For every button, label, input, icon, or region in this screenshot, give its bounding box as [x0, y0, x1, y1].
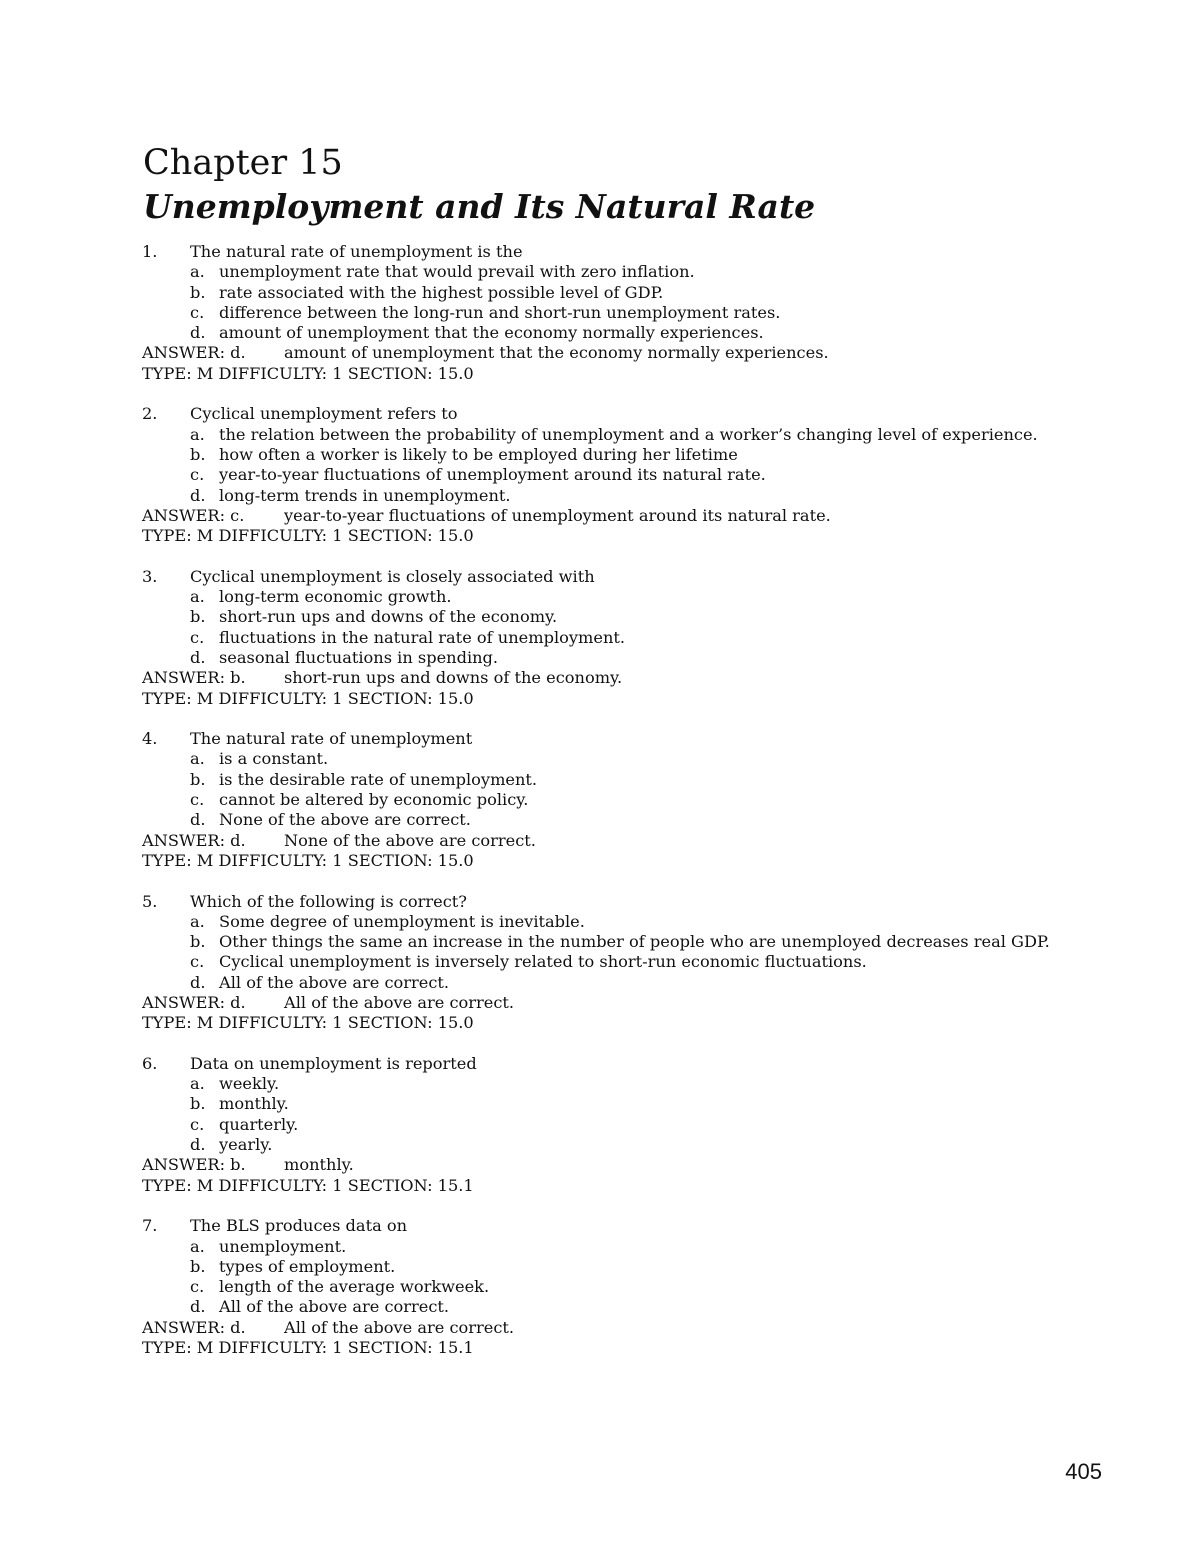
option-letter: a. — [190, 1074, 205, 1094]
question-text: The natural rate of unemployment — [190, 729, 473, 749]
question-text: Which of the following is correct? — [190, 891, 467, 911]
question-stem — [142, 892, 1092, 912]
answer-text: amount of unemployment that the economy normally experiences. — [284, 343, 829, 363]
option-text: amount of unemployment that the economy normally experiences. — [219, 323, 764, 343]
option-text: Some degree of unemployment is inevitable. — [219, 911, 585, 931]
option-text: quarterly. — [219, 1114, 299, 1134]
option-text: long-term trends in unemployment. — [219, 485, 511, 505]
option-letter: d. — [190, 1297, 206, 1317]
answer-label: ANSWER: b. — [142, 668, 246, 688]
question-text: Cyclical unemployment refers to — [190, 404, 458, 424]
option-letter: b. — [190, 444, 206, 464]
option-letter: d. — [190, 485, 206, 505]
question-metadata: TYPE: M DIFFICULTY: 1 SECTION: 15.1 — [142, 1338, 474, 1358]
option-text: cannot be altered by economic policy. — [219, 790, 529, 810]
answer-option — [142, 1277, 1092, 1297]
page-number: 405 — [1065, 1459, 1102, 1484]
answer-option — [142, 445, 1092, 465]
option-text: weekly. — [219, 1074, 280, 1094]
question-metadata: TYPE: M DIFFICULTY: 1 SECTION: 15.0 — [142, 850, 474, 870]
answer-option — [142, 1297, 1092, 1317]
answer-option — [142, 810, 1092, 830]
option-text: is the desirable rate of unemployment. — [219, 769, 538, 789]
answer-text: All of the above are correct. — [284, 992, 515, 1012]
option-letter: d. — [190, 810, 206, 830]
question-metadata: TYPE: M DIFFICULTY: 1 SECTION: 15.0 — [142, 688, 474, 708]
option-text: monthly. — [219, 1094, 289, 1114]
answer-option — [142, 770, 1092, 790]
answer-line — [142, 506, 1092, 526]
option-letter: d. — [190, 647, 206, 667]
question-stem — [142, 404, 1092, 424]
answer-option — [142, 1237, 1092, 1257]
option-letter: b. — [190, 1094, 206, 1114]
option-letter: c. — [190, 790, 205, 810]
answer-option — [142, 1115, 1092, 1135]
question-number: 2. — [142, 404, 158, 424]
answer-label: ANSWER: d. — [142, 1317, 246, 1337]
answer-line — [142, 993, 1092, 1013]
answer-label: ANSWER: c. — [142, 505, 245, 525]
question-item — [142, 1216, 1092, 1358]
answer-text: short-run ups and downs of the economy. — [284, 668, 623, 688]
option-text: how often a worker is likely to be employed during her lifetime — [219, 444, 738, 464]
answer-option — [142, 952, 1092, 972]
option-letter: b. — [190, 282, 206, 302]
option-letter: b. — [190, 607, 206, 627]
option-letter: d. — [190, 1135, 206, 1155]
option-letter: b. — [190, 932, 206, 952]
question-list — [142, 242, 1092, 1379]
answer-line — [142, 1318, 1092, 1338]
option-letter: c. — [190, 302, 205, 322]
chapter-heading — [143, 141, 1103, 229]
question-metadata: TYPE: M DIFFICULTY: 1 SECTION: 15.0 — [142, 1013, 474, 1033]
option-text: year-to-year fluctuations of unemployment around its natural rate. — [219, 465, 766, 485]
option-text: yearly. — [219, 1135, 273, 1155]
option-letter: b. — [190, 769, 206, 789]
answer-option — [142, 465, 1092, 485]
question-number: 1. — [142, 242, 158, 261]
question-number: 5. — [142, 891, 158, 911]
answer-line — [142, 668, 1092, 688]
option-text: All of the above are correct. — [219, 1297, 450, 1317]
question-item — [142, 404, 1092, 546]
answer-option — [142, 1257, 1092, 1277]
option-text: short-run ups and downs of the economy. — [219, 607, 558, 627]
answer-option — [142, 1074, 1092, 1094]
answer-label: ANSWER: b. — [142, 1155, 246, 1175]
answer-option — [142, 628, 1092, 648]
answer-option — [142, 283, 1092, 303]
answer-option — [142, 790, 1092, 810]
option-text: long-term economic growth. — [219, 587, 452, 607]
option-text: is a constant. — [219, 749, 329, 769]
option-letter: a. — [190, 749, 205, 769]
answer-label: ANSWER: d. — [142, 343, 246, 363]
question-metadata: TYPE: M DIFFICULTY: 1 SECTION: 15.0 — [142, 363, 474, 383]
answer-line — [142, 831, 1092, 851]
answer-text: monthly. — [284, 1155, 354, 1175]
question-text: Cyclical unemployment is closely associated with — [190, 566, 595, 586]
answer-option — [142, 1094, 1092, 1114]
answer-label: ANSWER: d. — [142, 830, 246, 850]
option-letter: a. — [190, 587, 205, 607]
question-number: 4. — [142, 729, 158, 749]
option-letter: a. — [190, 262, 205, 282]
answer-option — [142, 932, 1092, 952]
option-text: length of the average workweek. — [219, 1277, 490, 1297]
answer-label: ANSWER: d. — [142, 992, 246, 1012]
option-text: the relation between the probability of unemployment and a worker’s changing level of experience. — [219, 424, 1038, 444]
answer-option — [142, 648, 1092, 668]
question-item — [142, 567, 1092, 709]
option-text: unemployment rate that would prevail with zero inflation. — [219, 262, 695, 282]
option-text: Cyclical unemployment is inversely related to short-run economic fluctuations. — [219, 952, 867, 972]
option-letter: d. — [190, 323, 206, 343]
option-letter: a. — [190, 1236, 205, 1256]
answer-option — [142, 607, 1092, 627]
chapter-number: Chapter 15 — [143, 143, 343, 183]
option-letter: c. — [190, 1277, 205, 1297]
answer-option — [142, 1135, 1092, 1155]
answer-option — [142, 973, 1092, 993]
answer-text: All of the above are correct. — [284, 1317, 515, 1337]
option-text: types of employment. — [219, 1256, 396, 1276]
option-letter: c. — [190, 465, 205, 485]
question-stem — [142, 1054, 1092, 1074]
option-letter: c. — [190, 627, 205, 647]
question-metadata: TYPE: M DIFFICULTY: 1 SECTION: 15.0 — [142, 526, 474, 546]
question-text: Data on unemployment is reported — [190, 1053, 477, 1073]
question-stem — [142, 567, 1092, 587]
option-letter: c. — [190, 952, 205, 972]
option-text: None of the above are correct. — [219, 810, 471, 830]
chapter-title: Unemployment and Its Natural Rate — [143, 187, 816, 226]
question-text: The natural rate of unemployment is the — [190, 242, 523, 261]
question-stem — [142, 729, 1092, 749]
answer-option — [142, 303, 1092, 323]
question-stem — [142, 242, 1092, 262]
answer-option — [142, 486, 1092, 506]
question-text: The BLS produces data on — [190, 1216, 408, 1236]
option-letter: c. — [190, 1114, 205, 1134]
answer-text: None of the above are correct. — [284, 830, 536, 850]
answer-text: year-to-year fluctuations of unemployment around its natural rate. — [284, 505, 831, 525]
option-letter: d. — [190, 972, 206, 992]
question-number: 7. — [142, 1216, 158, 1236]
option-text: difference between the long-run and short-run unemployment rates. — [219, 302, 781, 322]
option-letter: a. — [190, 424, 205, 444]
option-text: All of the above are correct. — [219, 972, 450, 992]
answer-option — [142, 323, 1092, 343]
option-letter: b. — [190, 1256, 206, 1276]
option-text: fluctuations in the natural rate of unemployment. — [219, 627, 626, 647]
answer-option — [142, 912, 1092, 932]
answer-option — [142, 587, 1092, 607]
question-item — [142, 729, 1092, 871]
answer-option — [142, 749, 1092, 769]
option-text: seasonal fluctuations in spending. — [219, 647, 499, 667]
answer-option — [142, 262, 1092, 282]
option-text: rate associated with the highest possible level of GDP. — [219, 282, 664, 302]
question-number: 3. — [142, 566, 158, 586]
answer-option — [142, 425, 1092, 445]
question-stem — [142, 1216, 1092, 1236]
question-item — [142, 1054, 1092, 1196]
option-letter: a. — [190, 911, 205, 931]
answer-line — [142, 343, 1092, 363]
question-item — [142, 892, 1092, 1034]
question-number: 6. — [142, 1053, 158, 1073]
option-text: Other things the same an increase in the number of people who are unemployed decreases real GDP. — [219, 932, 1050, 952]
question-metadata: TYPE: M DIFFICULTY: 1 SECTION: 15.1 — [142, 1175, 474, 1195]
option-text: unemployment. — [219, 1236, 347, 1256]
answer-line — [142, 1155, 1092, 1175]
question-item — [142, 242, 1092, 384]
